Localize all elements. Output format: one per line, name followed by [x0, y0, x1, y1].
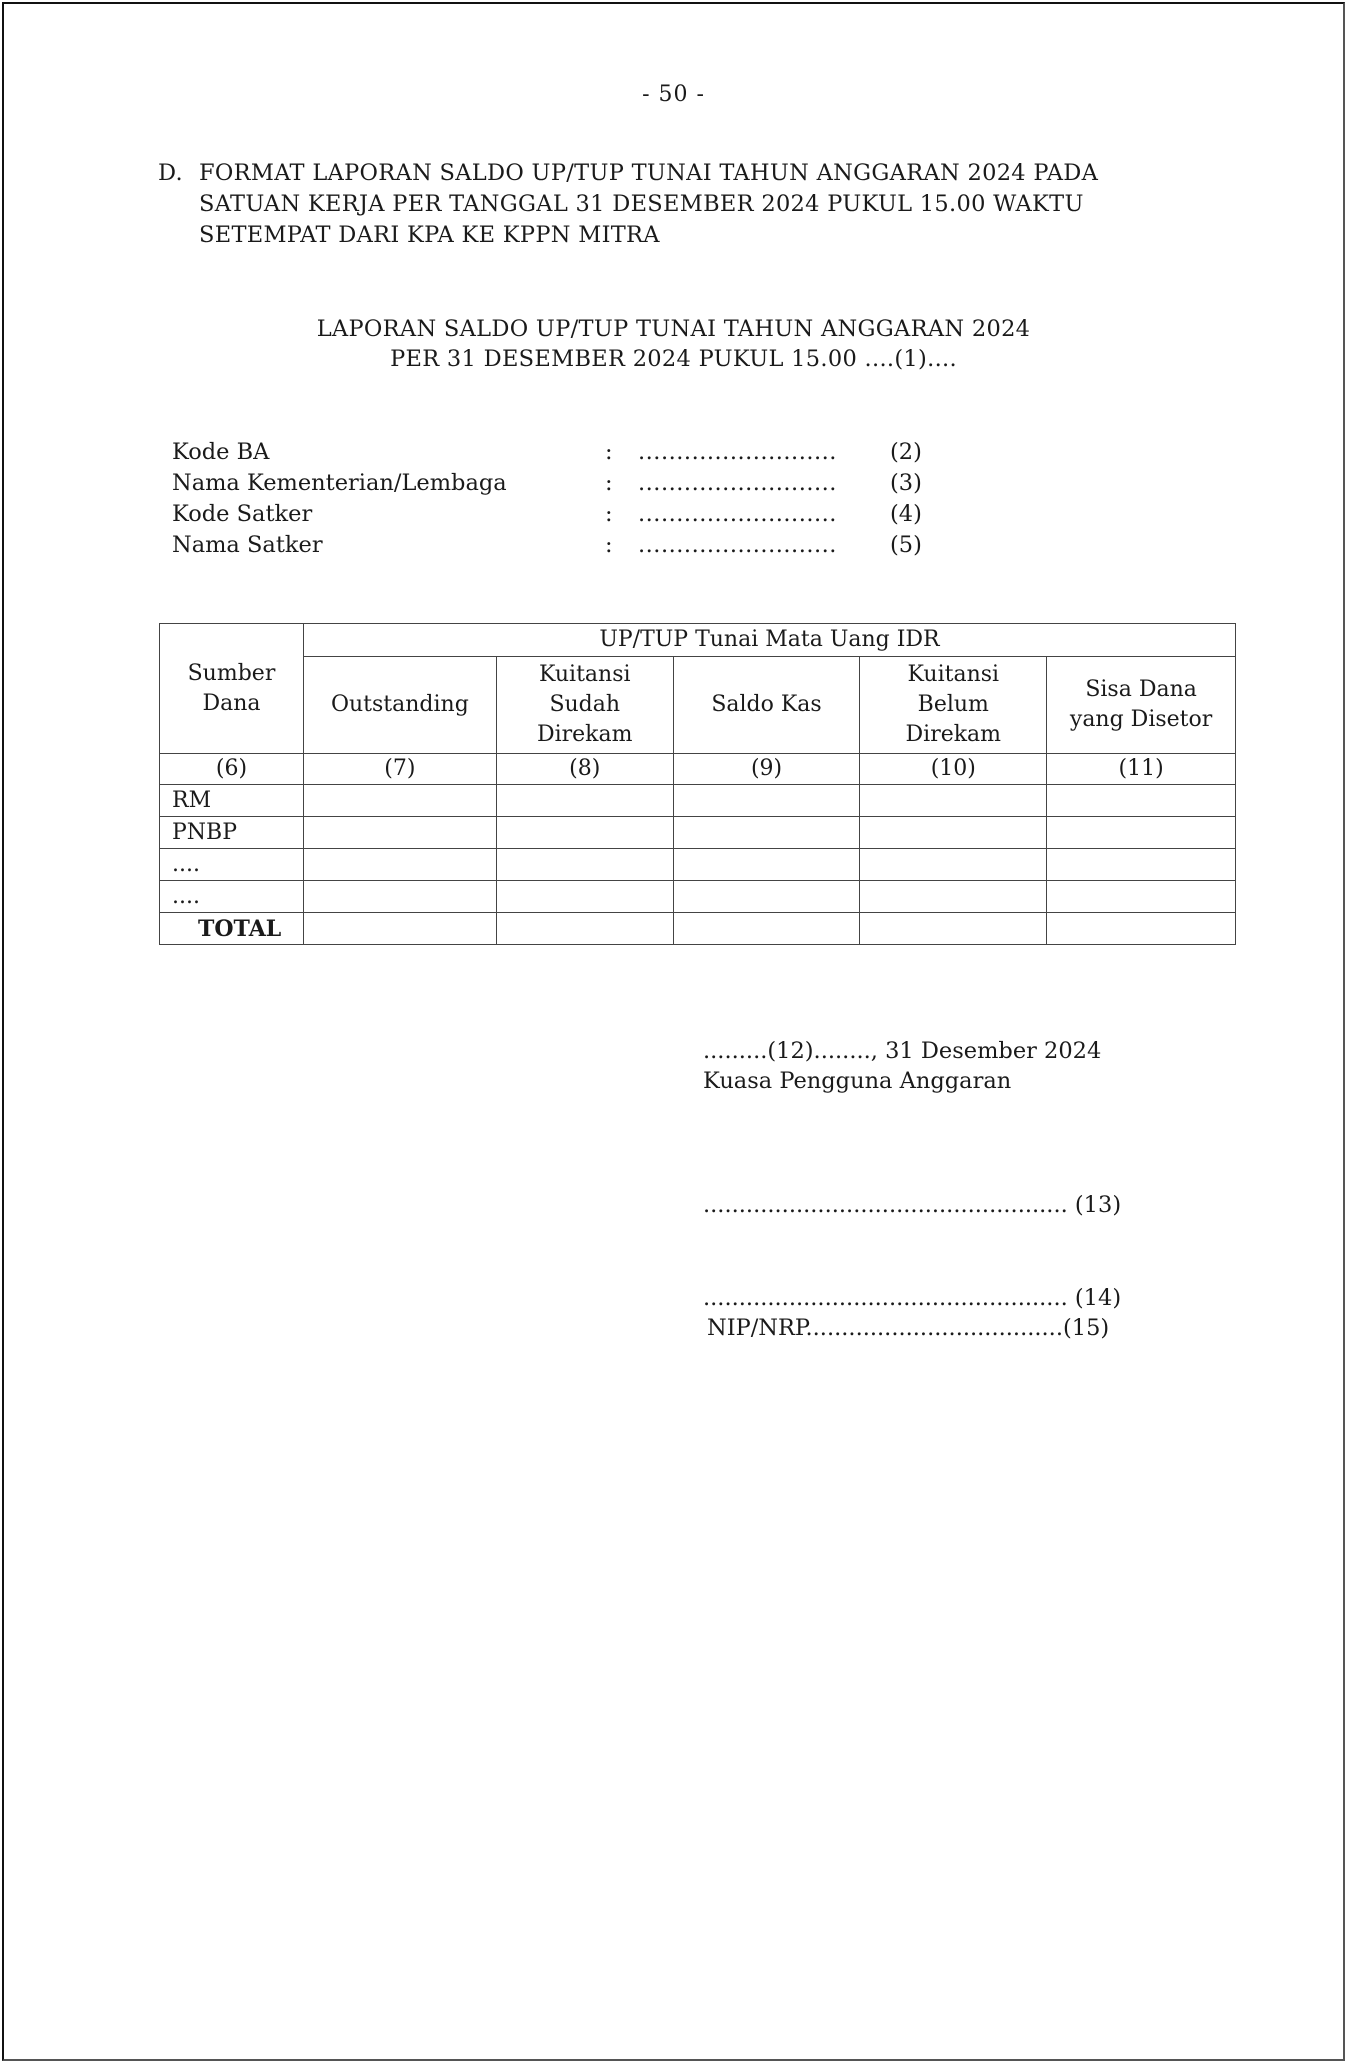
table-cell: [303, 849, 496, 881]
row-label-pnbp: PNBP: [160, 817, 304, 849]
section-letter: D.: [158, 160, 183, 186]
table-cell: [303, 785, 496, 817]
section-heading-line-1: FORMAT LAPORAN SALDO UP/TUP TUNAI TAHUN ANGGARAN 2024 PADA: [199, 160, 1099, 186]
row-label-rm: RM: [160, 785, 304, 817]
field-label-kode-satker: Kode Satker: [172, 501, 313, 527]
field-ref: (5): [890, 532, 922, 558]
signature-place-date: .........(12)........, 31 Desember 2024: [703, 1038, 1102, 1064]
column-number: (8): [496, 754, 673, 785]
table-cell: [1047, 849, 1236, 881]
report-title-line-1: LAPORAN SALDO UP/TUP TUNAI TAHUN ANGGARAN 2024: [316, 316, 1031, 342]
table-cell: [860, 817, 1047, 849]
header-outstanding: [303, 657, 496, 754]
field-label-nama-kementerian: Nama Kementerian/Lembaga: [172, 470, 507, 496]
header-line: Direkam: [536, 722, 633, 747]
row-label-total: TOTAL: [160, 913, 304, 945]
table-cell: [860, 849, 1047, 881]
table-cell: [496, 785, 673, 817]
table-cell: [303, 881, 496, 913]
field-value-nama-satker: ..........................: [638, 532, 837, 558]
signature-line-13: ................................................... (13): [703, 1192, 1122, 1218]
column-number: (10): [860, 754, 1047, 785]
field-colon: :: [605, 470, 613, 496]
table-row: [160, 881, 1236, 913]
field-value-kode-satker: ..........................: [638, 501, 837, 527]
field-label-kode-ba: Kode BA: [172, 439, 270, 465]
table-cell: [1047, 817, 1236, 849]
field-value-kode-ba: ..........................: [638, 439, 837, 465]
page-border: [2, 2, 1345, 2061]
table-cell: [303, 913, 496, 945]
header-kuitansi-belum-direkam: [860, 657, 1047, 754]
header-line: Saldo Kas: [711, 692, 822, 717]
header-saldo-kas: [673, 657, 860, 754]
header-line: yang Disetor: [1069, 707, 1213, 732]
field-ref: (3): [890, 470, 922, 496]
section-heading-line-3: SETEMPAT DARI KPA KE KPPN MITRA: [199, 222, 660, 248]
header-group-up-tup: UP/TUP Tunai Mata Uang IDR: [303, 624, 1235, 657]
header-line: Belum: [917, 692, 989, 717]
header-line: Sisa Dana: [1085, 677, 1197, 702]
column-number: (9): [673, 754, 860, 785]
table-cell: [1047, 785, 1236, 817]
report-title-line-2: PER 31 DESEMBER 2024 PUKUL 15.00 ....(1)....: [390, 346, 957, 372]
table-cell: [496, 881, 673, 913]
header-line: Kuitansi: [907, 662, 1000, 687]
field-ref: (4): [890, 501, 922, 527]
table-row: [160, 785, 1236, 817]
header-line: Outstanding: [330, 692, 469, 717]
table-cell: [496, 817, 673, 849]
table-cell: [673, 913, 860, 945]
signature-role: Kuasa Pengguna Anggaran: [703, 1068, 1012, 1094]
total-row: [160, 913, 1236, 945]
header-line: Dana: [202, 690, 261, 716]
page-number: - 50 -: [642, 82, 705, 107]
field-label-nama-satker: Nama Satker: [172, 532, 323, 558]
table-cell: [673, 817, 860, 849]
signature-nip: NIP/NRP....................................(15): [707, 1315, 1110, 1341]
header-line: Direkam: [905, 722, 1002, 747]
saldo-report-table: [159, 623, 1236, 945]
header-kuitansi-sudah-direkam: [496, 657, 673, 754]
table-cell: [860, 913, 1047, 945]
table-cell: [1047, 881, 1236, 913]
row-label-placeholder: ....: [160, 881, 304, 913]
header-line: Kuitansi: [538, 662, 631, 687]
field-colon: :: [605, 532, 613, 558]
table-cell: [1047, 913, 1236, 945]
header-sisa-dana-disetor: [1047, 657, 1236, 754]
row-label-placeholder: ....: [160, 849, 304, 881]
table-cell: [673, 849, 860, 881]
table-row: [160, 849, 1236, 881]
field-colon: :: [605, 439, 613, 465]
table-cell: [673, 785, 860, 817]
field-value-nama-kementerian: ..........................: [638, 470, 837, 496]
table-cell: [496, 913, 673, 945]
table-cell: [860, 785, 1047, 817]
table-cell: [860, 881, 1047, 913]
table-row: [160, 817, 1236, 849]
field-colon: :: [605, 501, 613, 527]
header-line: Sudah: [549, 692, 621, 717]
header-sumber-dana: [160, 624, 304, 754]
column-number: (7): [303, 754, 496, 785]
table-cell: [496, 849, 673, 881]
column-number: (11): [1047, 754, 1236, 785]
table-cell: [673, 881, 860, 913]
column-number: (6): [160, 754, 304, 785]
signature-name-line-14: ................................................... (14): [703, 1285, 1122, 1311]
header-line: Sumber: [187, 660, 276, 686]
section-heading-line-2: SATUAN KERJA PER TANGGAL 31 DESEMBER 2024 PUKUL 15.00 WAKTU: [199, 191, 1084, 217]
column-number-row: [160, 754, 1236, 785]
table-cell: [303, 817, 496, 849]
field-ref: (2): [890, 439, 922, 465]
